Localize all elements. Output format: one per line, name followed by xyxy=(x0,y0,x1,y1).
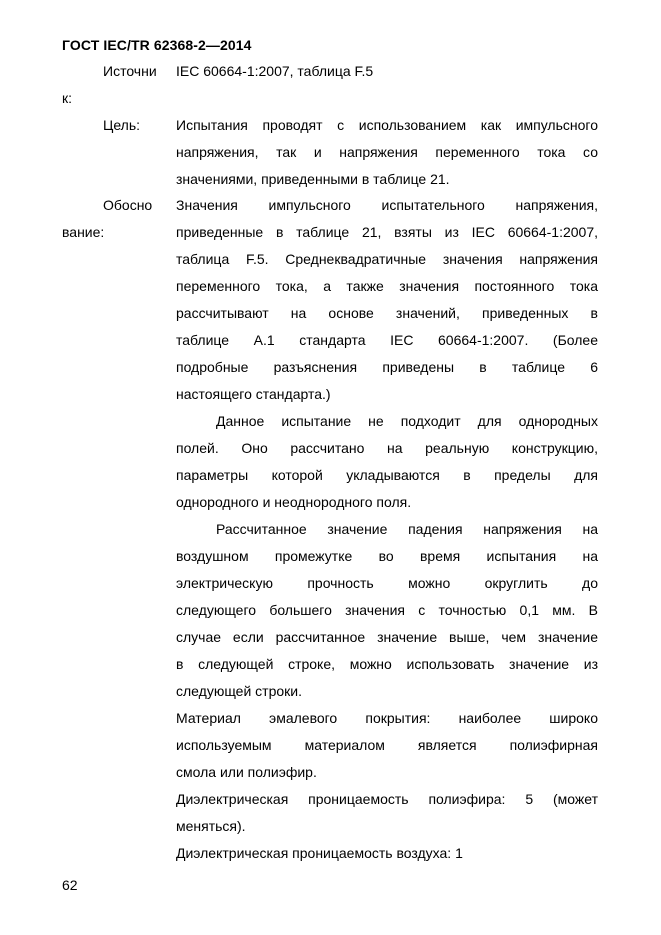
text-line: параметры которой укладываются в пределы для xyxy=(176,467,598,483)
text-line: электрическую прочность можно округлить до xyxy=(176,575,598,591)
text-line: воздушном промежутке во время испытания на xyxy=(176,548,598,564)
rationale-body xyxy=(176,192,598,867)
text-line: в следующей строке, можно использовать значение из xyxy=(176,656,598,672)
text-line: полей. Оно рассчитано на реальную конструкцию, xyxy=(176,440,598,456)
text-line: однородного и неоднородного поля. xyxy=(176,494,412,510)
source-label: Источни xyxy=(103,63,157,79)
text-line: рассчитывают на основе значений, приведенных в xyxy=(176,305,598,321)
text-line: значениями, приведенными в таблице 21. xyxy=(176,171,450,187)
source-label-continuation: к: xyxy=(62,90,73,106)
text-line: Рассчитанное значение падения напряжения на xyxy=(216,521,598,537)
text-line: Диэлектрическая проницаемость полиэфира: 5 (может xyxy=(176,791,598,807)
text-line: Диэлектрическая проницаемость воздуха: 1 xyxy=(176,845,463,861)
rationale-label-continuation: вание: xyxy=(62,224,105,240)
text-line: таблице А.1 стандарта IEC 60664-1:2007. (Более xyxy=(176,332,598,348)
text-line: Испытания проводят с использованием как импульсного xyxy=(176,117,598,133)
page-number: 62 xyxy=(62,877,78,893)
text-line: следующей строки. xyxy=(176,683,302,699)
text-line: IEC 60664-1:2007, таблица F.5 xyxy=(176,63,374,79)
text-line: Материал эмалевого покрытия: наиболее широко xyxy=(176,710,598,726)
text-line: меняться). xyxy=(176,818,246,834)
text-line: приведенные в таблице 21, взяты из IEC 60664-1:2007, xyxy=(176,224,598,240)
text-line: таблица F.5. Среднеквадратичные значения напряжения xyxy=(176,251,598,267)
text-line: подробные разъяснения приведены в таблице 6 xyxy=(176,359,598,375)
text-line: Данное испытание не подходит для однородных xyxy=(216,413,598,429)
text-line: случае если рассчитанное значение выше, чем значение xyxy=(176,629,598,645)
goal-paragraph xyxy=(176,112,598,193)
source-text xyxy=(176,58,598,85)
text-line: переменного тока, а также значения постоянного тока xyxy=(176,278,598,294)
rationale-label: Обосно xyxy=(103,197,153,213)
text-line: смола или полиэфир. xyxy=(176,764,317,780)
goal-label: Цель: xyxy=(103,117,141,133)
text-line: следующего большего значения с точностью 0,1 мм. В xyxy=(176,602,598,618)
text-line: Значения импульсного испытательного напряжения, xyxy=(176,197,598,213)
text-line: настоящего стандарта.) xyxy=(176,386,331,402)
text-line: напряжения, так и напряжения переменного тока со xyxy=(176,144,598,160)
document-header: ГОСТ IEC/TR 62368-2—2014 xyxy=(62,37,252,53)
text-line: используемым материалом является полиэфирная xyxy=(176,737,598,753)
